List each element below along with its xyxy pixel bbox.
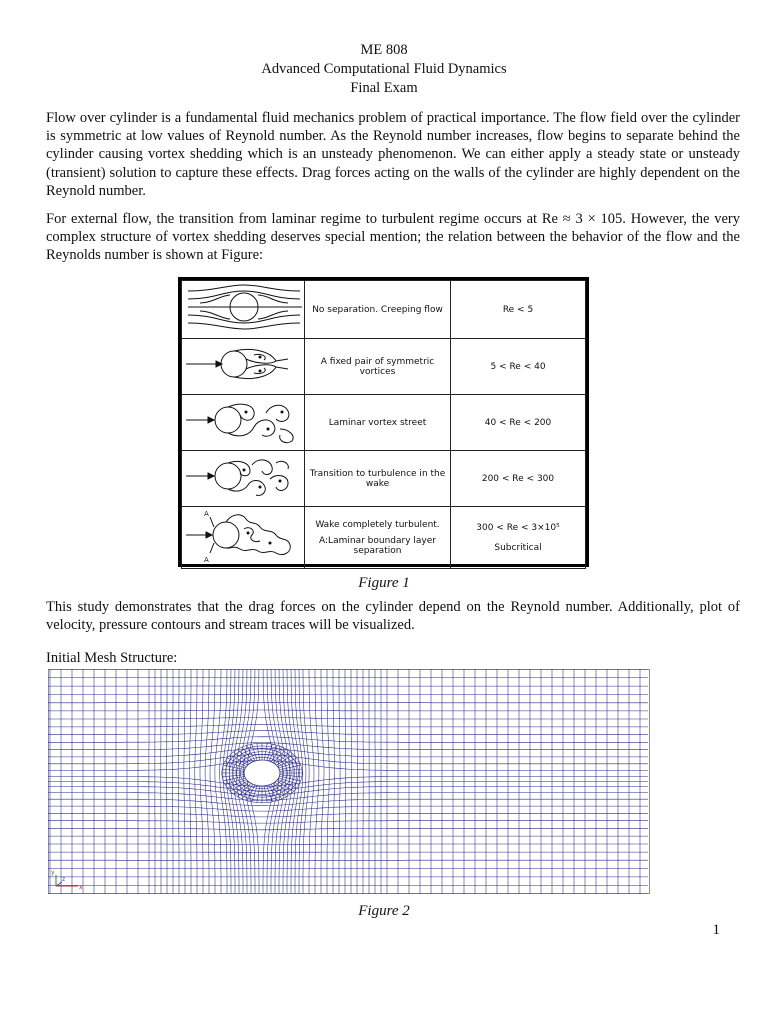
- regime-desc: [305, 507, 451, 569]
- regime-re: [451, 507, 586, 569]
- axis-label-y: y: [51, 869, 55, 876]
- regime-desc: No separation. Creeping flow: [305, 281, 451, 339]
- turbulent-wake-sketch: [182, 507, 305, 569]
- regime-re: 5 < Re < 40: [451, 339, 586, 395]
- regime-desc-note: A:Laminar boundary layer separation: [319, 535, 436, 556]
- separation-point-label: A: [204, 556, 209, 563]
- cylinder-hole: [244, 760, 280, 786]
- transition-wake-sketch: [182, 451, 305, 507]
- figure-1-caption: Figure 1: [358, 575, 410, 591]
- figure-2-caption: Figure 2: [358, 903, 410, 919]
- exam-title: Final Exam: [350, 80, 418, 96]
- mesh-heading: Initial Mesh Structure:: [46, 650, 178, 666]
- laminar-vortex-street-sketch: [182, 395, 305, 451]
- regime-desc: Transition to turbulence in the wake: [305, 451, 451, 507]
- course-title: Advanced Computational Fluid Dynamics: [261, 61, 507, 77]
- document-header: [0, 41, 768, 98]
- page-number: 1: [712, 922, 720, 938]
- intro-paragraph: Flow over cylinder is a fundamental fluid mechanics problem of practical importance. The flow field over the cylinder is symmetric at low values of Reynold number. As the Reynold number increases, flow begins to separate behind the cylinder causing vortex shedding which is an unsteady phenomenon. We can either apply a steady state or unsteady (transient) solution to capture these effects. Drag forces acting on the walls of the cylinder are highly dependent on the Reynold number.: [46, 110, 740, 199]
- axis-label-z: z: [62, 876, 66, 883]
- regime-re: 40 < Re < 200: [451, 395, 586, 451]
- symmetric-vortices-sketch: [182, 339, 305, 395]
- axis-triad-icon: [51, 869, 83, 891]
- course-code: ME 808: [360, 42, 408, 58]
- transition-paragraph: For external flow, the transition from laminar regime to turbulent regime occurs at Re ≈ 3 × 105. However, the very complex structure of vortex shedding deserves special mention; the relation between the behavior of the flow and the Reynolds number is shown at Figure:: [46, 211, 740, 264]
- regime-re: Re < 5: [451, 281, 586, 339]
- creeping-flow-sketch: [182, 281, 305, 339]
- regime-desc-main: Wake completely turbulent.: [315, 519, 440, 530]
- separation-point-label: A: [204, 510, 209, 518]
- regime-re-value: 300 < Re < 3×10⁵: [476, 522, 560, 533]
- regime-desc: Laminar vortex street: [305, 395, 451, 451]
- flow-regime-table: [178, 277, 589, 567]
- axis-label-x: x: [79, 884, 83, 891]
- regime-desc: A fixed pair of symmetric vortices: [305, 339, 451, 395]
- regime-re: 200 < Re < 300: [451, 451, 586, 507]
- study-paragraph: This study demonstrates that the drag forces on the cylinder depend on the Reynold number. Additionally, plot of velocity, pressure contours and stream traces will be visualized.: [46, 599, 740, 634]
- regime-re-note: Subcritical: [494, 542, 542, 553]
- mesh-figure: [48, 669, 650, 894]
